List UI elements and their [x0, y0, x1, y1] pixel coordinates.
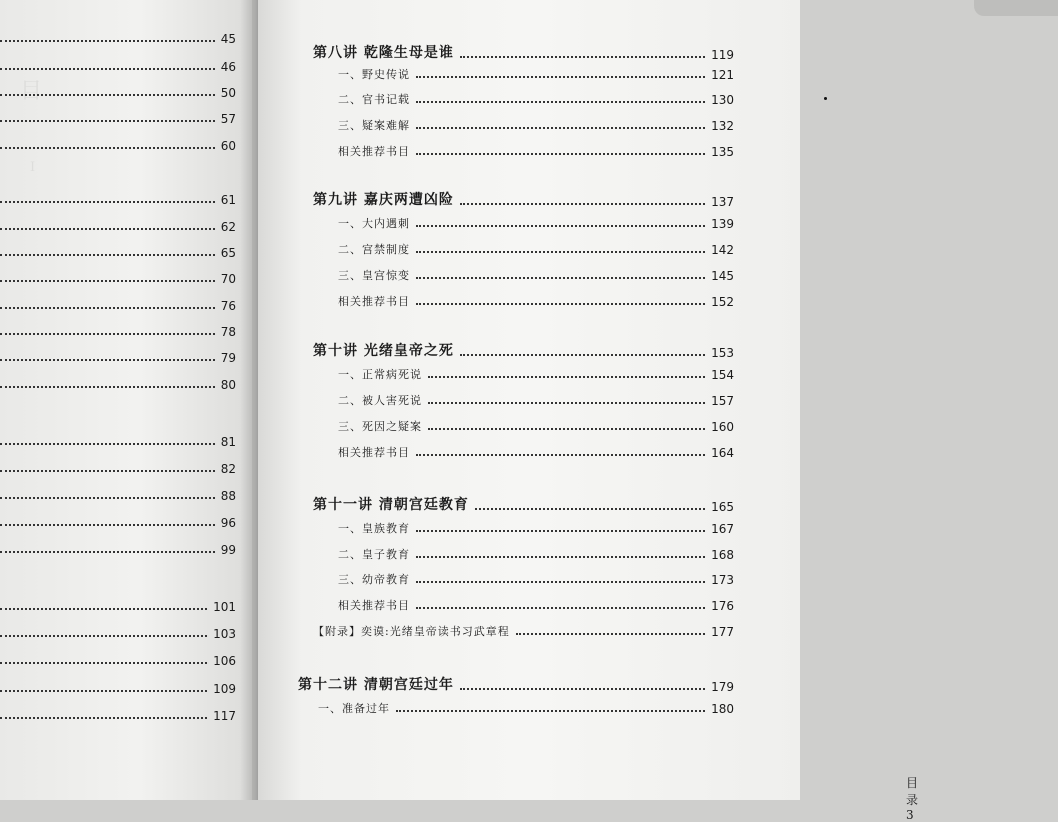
toc-row	[0, 600, 236, 614]
page-number: 45	[220, 32, 236, 46]
toc-row	[0, 543, 236, 557]
section-entry	[338, 520, 734, 536]
section-title: 三、皇宫惊变	[338, 269, 410, 282]
dot-leader	[0, 635, 207, 637]
page-number: 80	[220, 378, 236, 392]
page-number: 152	[711, 295, 734, 309]
page-number: 153	[711, 346, 734, 360]
toc-row	[0, 299, 236, 313]
dot-leader	[416, 153, 705, 155]
section-title: 三、幼帝教育	[338, 573, 410, 586]
page-number: 61	[220, 193, 236, 207]
page-number: 117	[213, 709, 236, 723]
page-number: 81	[220, 435, 236, 449]
header-stamp	[974, 0, 1058, 16]
section-title: 二、皇子教育	[338, 548, 410, 561]
chapter-entry	[298, 674, 734, 694]
page-number: 99	[220, 543, 236, 557]
dot-leader	[416, 251, 705, 253]
section-title: 二、被人害死说	[338, 394, 422, 407]
page-number: 130	[711, 93, 734, 107]
page-number: 179	[711, 680, 734, 694]
chapter-title: 第十二讲 清朝宫廷过年	[298, 677, 454, 693]
dot-leader	[416, 607, 705, 609]
dot-leader	[416, 581, 705, 583]
toc-row	[0, 86, 236, 100]
section-entry	[318, 700, 734, 716]
dot-leader	[416, 76, 705, 78]
section-entry	[338, 418, 734, 434]
dot-leader	[0, 307, 215, 309]
page-number: 139	[711, 217, 734, 231]
dot-leader	[0, 120, 215, 122]
chapter-entry	[313, 189, 734, 209]
dot-leader	[0, 228, 215, 230]
section-entry	[338, 293, 734, 309]
dot-leader	[475, 508, 705, 510]
dot-leader	[396, 710, 705, 712]
dot-leader	[516, 633, 705, 635]
page-number: 165	[711, 500, 734, 514]
dot-leader	[0, 386, 215, 388]
dot-leader	[0, 280, 215, 282]
dot-leader	[460, 203, 705, 205]
page-footer: 目 录 3	[906, 776, 923, 822]
section-entry	[338, 143, 734, 159]
dot-leader	[0, 359, 215, 361]
page-number: 62	[220, 220, 236, 234]
section-entry	[338, 597, 734, 613]
section-title: 相关推荐书目	[338, 145, 410, 158]
toc-row	[0, 32, 236, 46]
toc-row	[0, 516, 236, 530]
page-number: 50	[220, 86, 236, 100]
section-title: 一、皇族教育	[338, 522, 410, 535]
page-number: 109	[213, 682, 236, 696]
ink-dot	[824, 97, 827, 100]
dot-leader	[0, 662, 207, 664]
toc-row	[0, 435, 236, 449]
page-number: 137	[711, 195, 734, 209]
toc-row	[0, 220, 236, 234]
toc-row	[0, 378, 236, 392]
dot-leader	[416, 277, 705, 279]
section-title: 一、正常病死说	[338, 368, 422, 381]
chapter-entry	[313, 42, 734, 62]
page-number: 135	[711, 145, 734, 159]
dot-leader	[428, 376, 705, 378]
page-number: 78	[220, 325, 236, 339]
page-number: 154	[711, 368, 734, 382]
dot-leader	[416, 303, 705, 305]
dot-leader	[0, 608, 207, 610]
section-entry	[338, 571, 734, 587]
dot-leader	[0, 524, 215, 526]
section-title: 一、野史传说	[338, 68, 410, 81]
dot-leader	[416, 530, 705, 532]
section-title: 三、死因之疑案	[338, 420, 422, 433]
toc-row	[0, 627, 236, 641]
dot-leader	[0, 254, 215, 256]
page-number: 177	[711, 625, 734, 639]
section-entry	[338, 366, 734, 382]
dot-leader	[0, 201, 215, 203]
left-page: 目 Ⅰ 45 46 50 57 60 61 62 65 70 76 78 79 80 81 82 88 96 99 101 103 106 109 117	[0, 0, 252, 800]
dot-leader	[416, 225, 705, 227]
section-title: 二、宫禁制度	[338, 243, 410, 256]
dot-leader	[0, 68, 215, 70]
section-entry	[338, 117, 734, 133]
page-number: 119	[711, 48, 734, 62]
dot-leader	[416, 454, 705, 456]
toc-row	[0, 272, 236, 286]
dot-leader	[428, 428, 705, 430]
page-number: 176	[711, 599, 734, 613]
toc-row	[0, 654, 236, 668]
toc-row	[0, 246, 236, 260]
section-entry	[338, 267, 734, 283]
page-number: 167	[711, 522, 734, 536]
dot-leader	[416, 556, 705, 558]
dot-leader	[460, 56, 705, 58]
toc-row	[0, 462, 236, 476]
page-number: 82	[220, 462, 236, 476]
page-number: 106	[213, 654, 236, 668]
chapter-title: 第八讲 乾隆生母是谁	[313, 45, 454, 61]
section-entry	[338, 392, 734, 408]
dot-leader	[460, 354, 705, 356]
section-entry	[338, 546, 734, 562]
page-number: 101	[213, 600, 236, 614]
dot-leader	[0, 147, 215, 149]
dot-leader	[416, 127, 705, 129]
chapter-title: 第十讲 光绪皇帝之死	[313, 343, 454, 359]
page-number: 76	[220, 299, 236, 313]
page-number: 173	[711, 573, 734, 587]
section-entry	[338, 66, 734, 82]
toc-row	[0, 489, 236, 503]
chapter-entry	[313, 494, 734, 514]
toc-row	[0, 351, 236, 365]
section-title: 相关推荐书目	[338, 599, 410, 612]
page-number: 96	[220, 516, 236, 530]
toc-row	[0, 709, 236, 723]
dot-leader	[0, 443, 215, 445]
page-number: 88	[220, 489, 236, 503]
dot-leader	[0, 551, 215, 553]
dot-leader	[0, 333, 215, 335]
dot-leader	[428, 402, 705, 404]
page-number: 121	[711, 68, 734, 82]
page-number: 180	[711, 702, 734, 716]
page-number: 132	[711, 119, 734, 133]
dot-leader	[460, 688, 705, 690]
section-title: 二、官书记载	[338, 93, 410, 106]
section-title: 一、大内遇刺	[338, 217, 410, 230]
toc-row	[0, 60, 236, 74]
dot-leader	[0, 470, 215, 472]
section-entry	[338, 215, 734, 231]
toc-row	[0, 193, 236, 207]
toc-row	[0, 112, 236, 126]
page-number: 79	[220, 351, 236, 365]
dot-leader	[0, 690, 207, 692]
section-entry	[338, 241, 734, 257]
page-number: 65	[220, 246, 236, 260]
dot-leader	[0, 717, 207, 719]
section-title: 【附录】奕谟:光绪皇帝读书习武章程	[313, 625, 510, 638]
toc-row	[0, 325, 236, 339]
page-number: 157	[711, 394, 734, 408]
section-title: 相关推荐书目	[338, 446, 410, 459]
page-number: 103	[213, 627, 236, 641]
dot-leader	[416, 101, 705, 103]
section-title: 三、疑案难解	[338, 119, 410, 132]
page-number: 57	[220, 112, 236, 126]
page-number: 60	[220, 139, 236, 153]
section-entry	[338, 91, 734, 107]
dot-leader	[0, 94, 215, 96]
chapter-title: 第十一讲 清朝宫廷教育	[313, 497, 469, 513]
toc-row	[0, 682, 236, 696]
section-title: 相关推荐书目	[338, 295, 410, 308]
page-number: 46	[220, 60, 236, 74]
toc-row	[0, 139, 236, 153]
section-entry	[313, 623, 734, 639]
page-number: 164	[711, 446, 734, 460]
page-number: 160	[711, 420, 734, 434]
page-number: 145	[711, 269, 734, 283]
section-title: 一、准备过年	[318, 702, 390, 715]
chapter-entry	[313, 340, 734, 360]
right-page	[258, 0, 923, 822]
page-number: 142	[711, 243, 734, 257]
chapter-title: 第九讲 嘉庆两遭凶险	[313, 192, 454, 208]
page-number: 70	[220, 272, 236, 286]
dot-leader	[0, 497, 215, 499]
page-number: 168	[711, 548, 734, 562]
section-entry	[338, 444, 734, 460]
dot-leader	[0, 40, 215, 42]
